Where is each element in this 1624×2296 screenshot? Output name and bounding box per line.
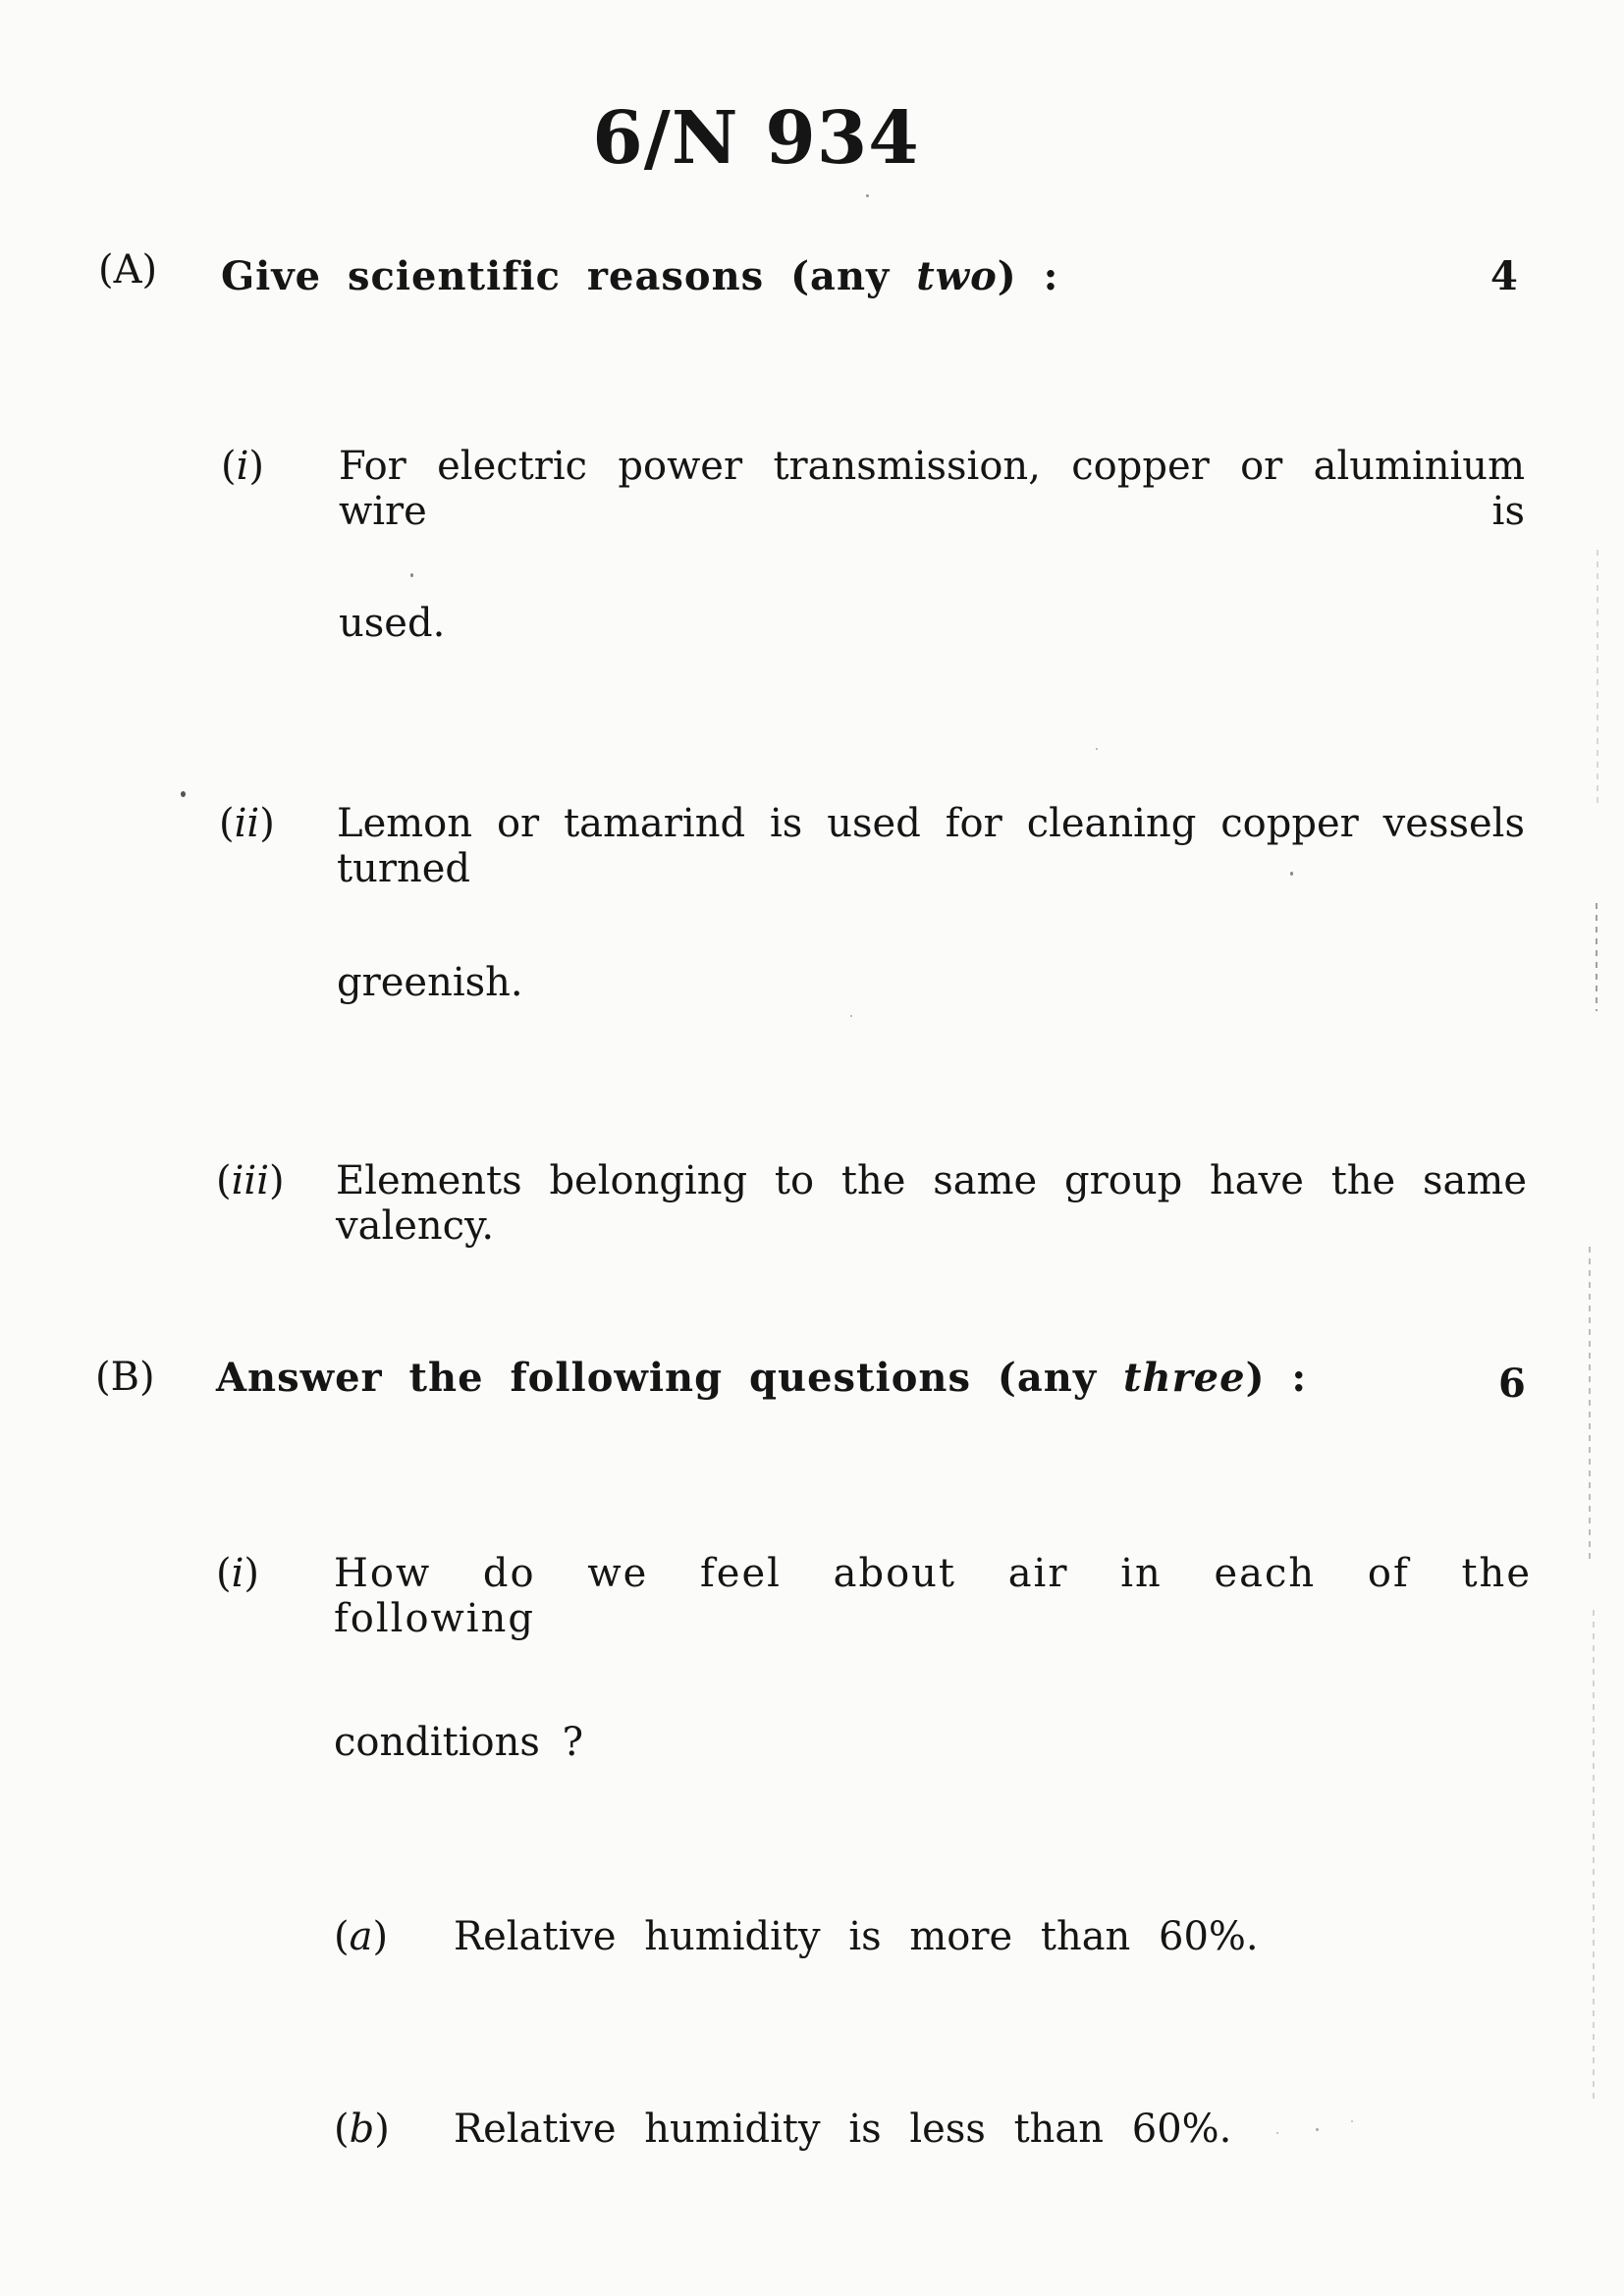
scan-edge-mark (1589, 1247, 1591, 1561)
item-a-ii-number: (ii) (219, 801, 275, 846)
scan-speck (850, 1015, 852, 1017)
section-a-label: (A) (98, 247, 158, 293)
scan-edge-mark (1597, 550, 1598, 805)
subitem-b-text: Relative humidity is less than 60%. (454, 2107, 1232, 2152)
scan-speck (866, 194, 869, 197)
scan-speck (181, 791, 186, 797)
section-b-heading (216, 1355, 1307, 1401)
subitem-a-letter: (a) (334, 1914, 389, 1959)
section-a-heading-text: Give scientific reasons (any (221, 253, 891, 299)
item-a-iii-line1: Elements belonging to the same group have the same valency. (336, 1158, 1527, 1249)
item-b-i-number: (i) (216, 1551, 260, 1596)
scan-speck (1316, 2128, 1319, 2131)
section-b-heading-emphasis: three (1123, 1355, 1246, 1401)
item-a-ii-line2: greenish. (337, 960, 523, 1005)
section-b-label: (B) (95, 1355, 155, 1400)
section-a-heading (221, 253, 1058, 299)
scan-edge-mark (1593, 1610, 1595, 2101)
item-b-i-line1: How do we feel about air in each of the following (334, 1551, 1532, 1641)
paper-code-title: 6/N 934 (592, 96, 920, 181)
item-a-i-line1: For electric power transmission, copper or aluminium wire is (339, 444, 1525, 534)
section-a-heading-suffix: ) : (997, 253, 1059, 299)
scan-speck (1351, 2120, 1353, 2122)
section-b-heading-text: Answer the following questions (any (216, 1355, 1098, 1401)
scan-speck (1276, 2132, 1278, 2134)
scan-speck (1290, 872, 1293, 876)
item-a-i-number: (i) (221, 444, 265, 489)
scan-edge-mark (1596, 903, 1597, 1011)
section-a-marks: 4 (1490, 253, 1518, 299)
scan-speck (410, 573, 413, 577)
item-b-i-line2: conditions ? (334, 1720, 584, 1765)
item-a-iii-number: (iii) (216, 1158, 285, 1203)
item-a-i-line2: used. (339, 601, 446, 646)
subitem-a-text: Relative humidity is more than 60%. (454, 1914, 1259, 1959)
subitem-b-letter: (b) (334, 2107, 390, 2152)
section-b-heading-suffix: ) : (1245, 1355, 1308, 1401)
scan-speck (1096, 748, 1098, 750)
item-a-ii-line1: Lemon or tamarind is used for cleaning copper vessels turned (337, 801, 1525, 891)
section-b-marks: 6 (1498, 1361, 1526, 1407)
section-a-heading-emphasis: two (916, 253, 998, 299)
